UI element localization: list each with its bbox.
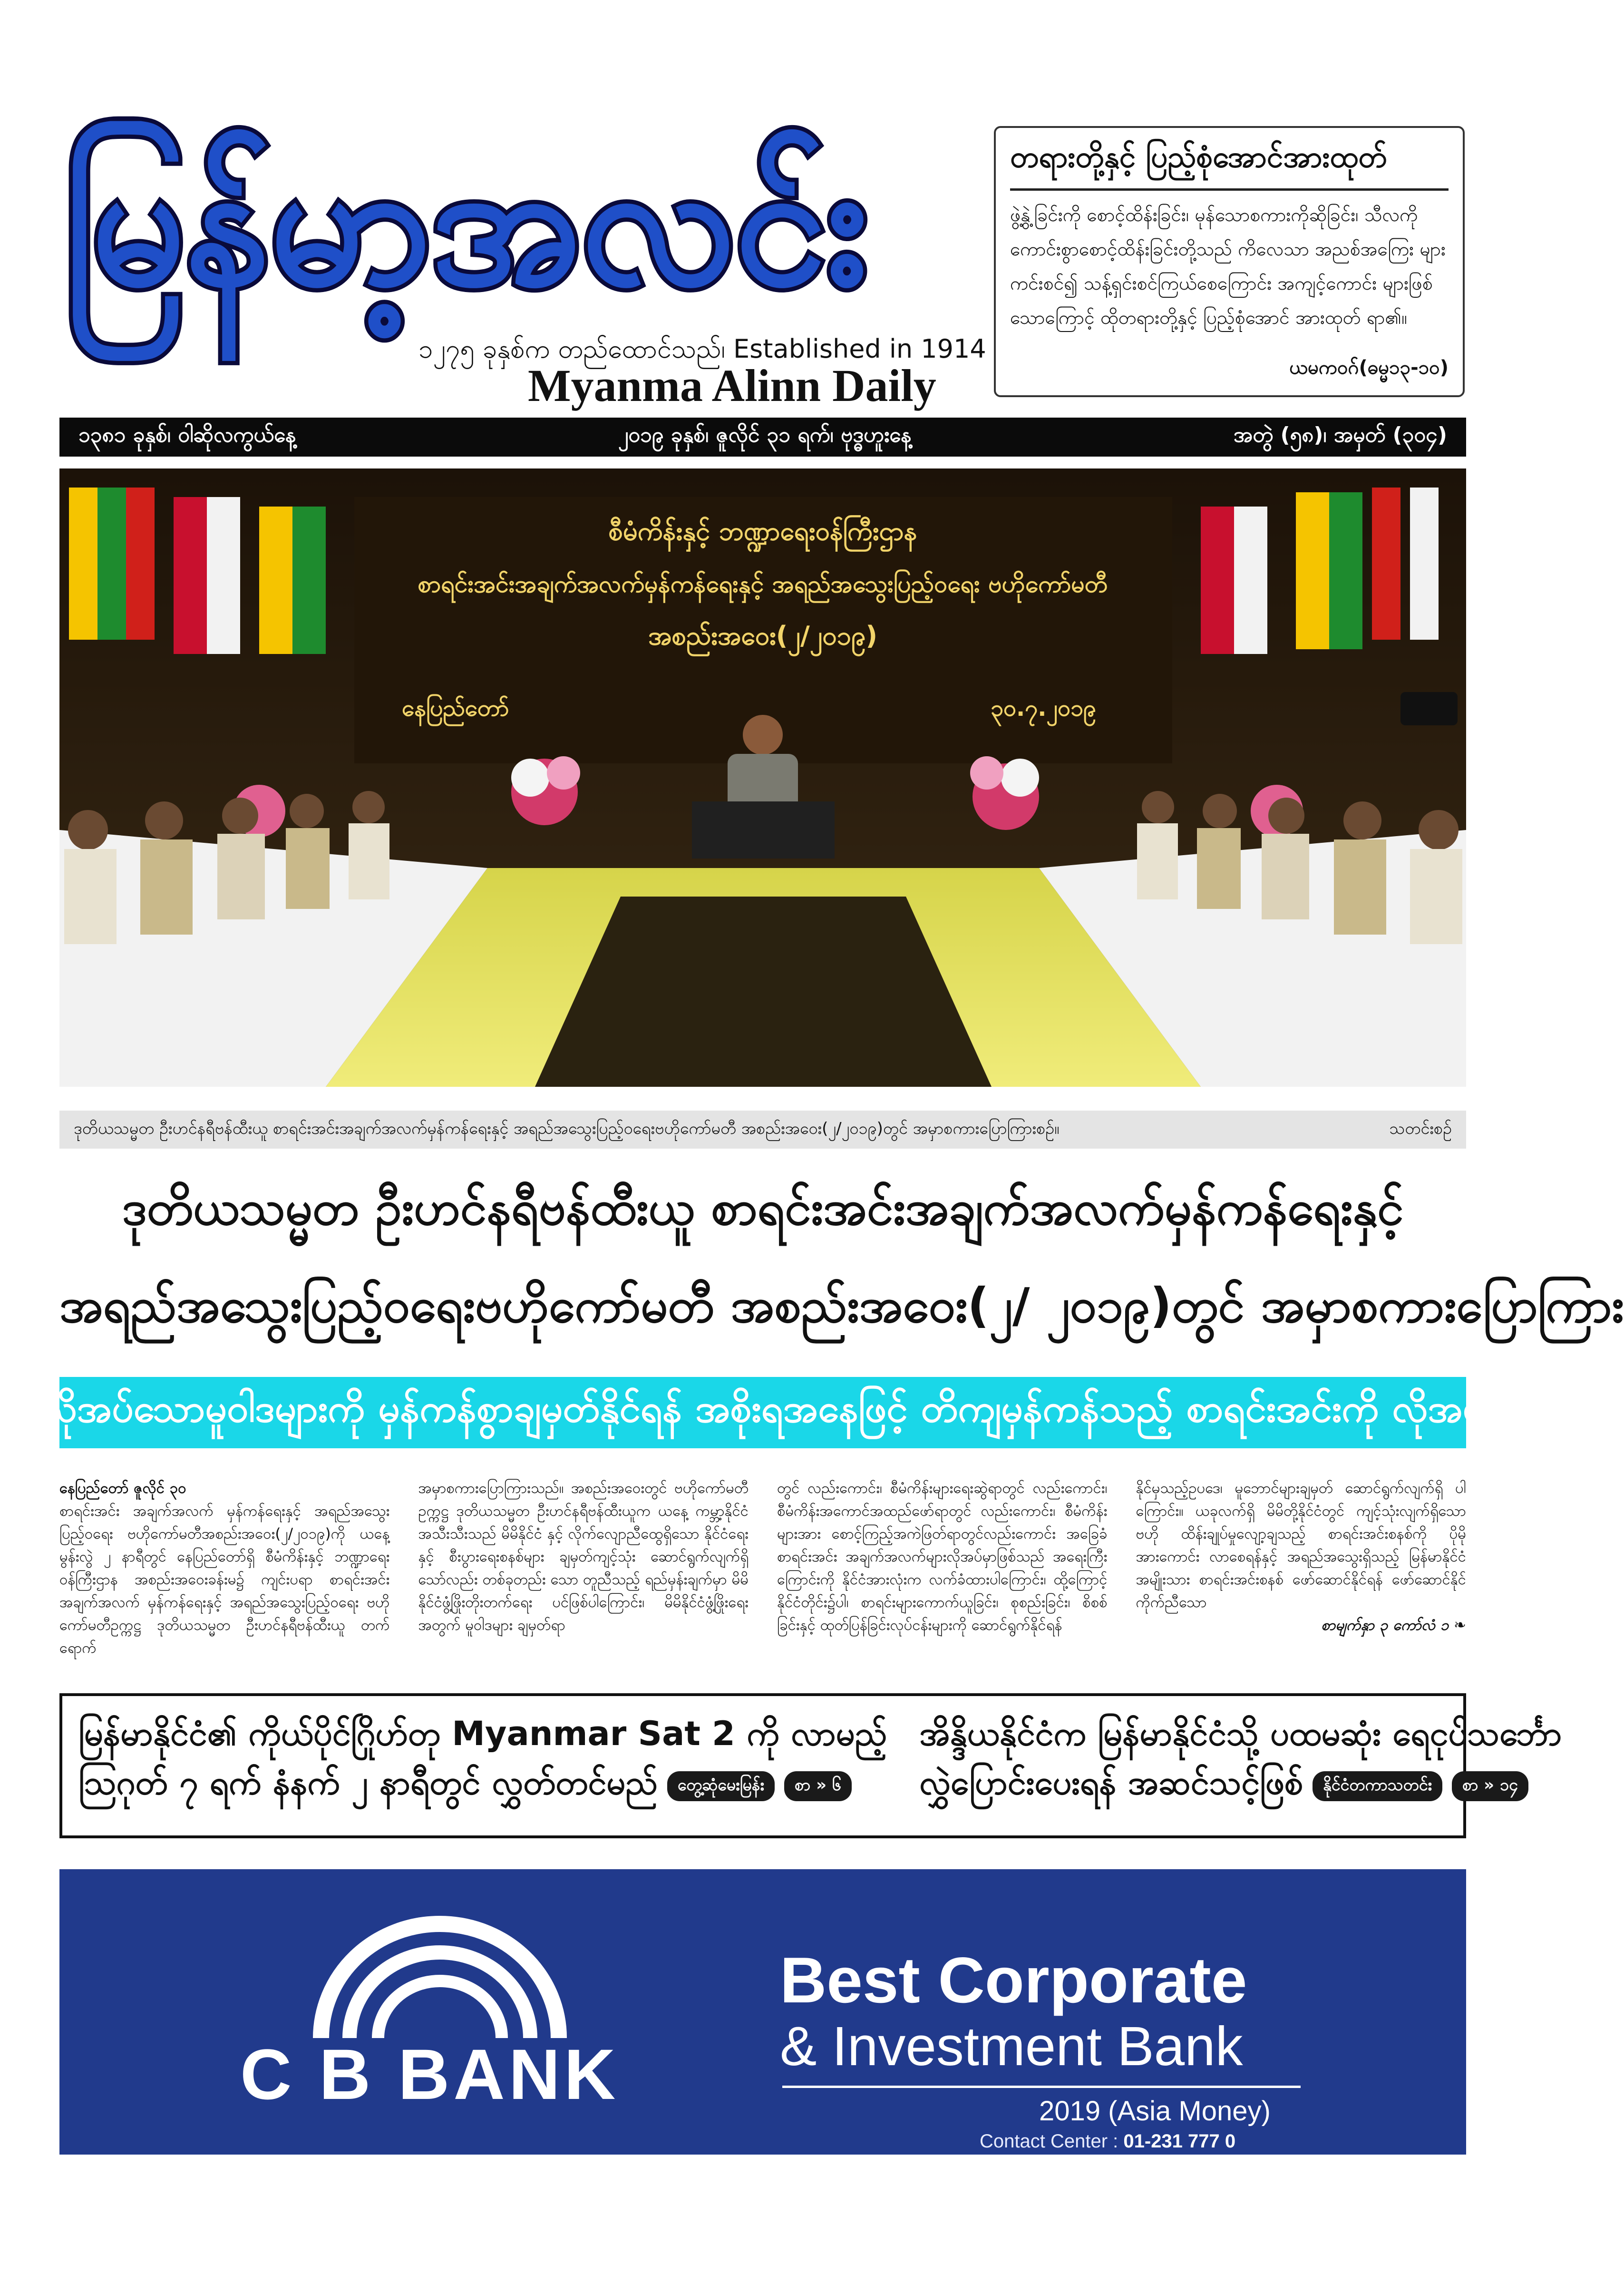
teaser-headline-line-1: မြန်မာနိုင်ငံ၏ ကိုယ်ပိုင်ဂြိုဟ်တု Myanmar Sat 2 ကို လာမည့် (78, 1714, 887, 1753)
photo-credit: သတင်းစဉ် (1389, 1119, 1452, 1138)
article-col3-text: တွင် လည်းကောင်း၊ စီမံကိန်းများရေးဆွဲရာတွင် လည်းကောင်း၊ စီမံကိန်းအကောင်အထည်ဖော်ရာတွင် လည်းကောင်း၊ စီမံကိန်း များအား စောင့်ကြည့်အကဲဖြတ်ရာတွင်လည်းကောင်း အခြေခံ စာရင်းအင်း အချက်အလက်များလိုအပ်မှာဖြစ်သည် အရေးကြီး ကြောင်းကို နိုင်ငံအားလုံးက လက်ခံထားပါကြောင်း၊ ထို့ကြောင့် နိုင်ငံတိုင်း၌ပါ၊ စာရင်းများကောက်ယူခြင်း၊ စုစည်းခြင်း၊ စိစစ် ခြင်းနှင့် ထုတ်ပြန်ခြင်းလုပ်ငန်းများကို ဆောင်ရွက်နိုင်ရန် (777, 1480, 1108, 1634)
date-bar (59, 418, 1466, 457)
article-col2-text: အမှာစကားပြောကြားသည်။ အစည်းအဝေးတွင် ဗဟိုကော်မတီဥက္ကဋ္ဌ ဒုတိယသမ္မတ ဦးဟင်နရီဗန်ထီးယူက ယနေ့ ကမ္ဘာ့နိုင်ငံအသီးသီးသည် မိမိနိုင်ငံ နှင့် လိုက်လျောညီထွေရှိသော နိုင်ငံရေးနှင့် စီးပွားရေးစနစ်များ ချမှတ်ကျင့်သုံး ဆောင်ရွက်လျက်ရှိသော်လည်း တစ်ခုတည်း သော တူညီသည့် ရည်မှန်းချက်မှာ မိမိနိုင်ငံဖွံ့ဖြိုးတိုးတက်ရေး ပင်ဖြစ်ပါကြောင်း၊ မိမိနိုင်ငံဖွံ့ဖြိုးရေးအတွက် မူဝါဒများ ချမှတ်ရာ (418, 1480, 749, 1634)
teaser-page-badge: စာ » ၆ (784, 1771, 852, 1801)
english-name: Myanma Alinn Daily (528, 360, 936, 411)
flags-left (69, 488, 326, 654)
photo-caption-bar (59, 1111, 1466, 1149)
ad-title-line-1: Best Corporate (780, 1944, 1247, 2016)
gregorian-date: ၂၀၁၉ ခုနှစ်၊ ဇူလိုင် ၃၁ ရက်၊ ဗုဒ္ဓဟူးနေ့ (618, 423, 912, 447)
photo-caption: ဒုတိယသမ္မတ ဦးဟင်နရီဗန်ထီးယူ စာရင်းအင်းအချက်အလက်မှန်ကန်ရေးနှင့် အရည်အသွေးပြည့်ဝရေးဗဟိုကော်မတီ အစည်းအဝေး(၂/၂၀၁၉)တွင် အမှာစကားပြောကြားစဉ်။ (74, 1119, 1060, 1138)
established-line: ၁၂၇၅ ခုနှစ်က တည်ထောင်သည်၊ Established in 1914 (418, 334, 986, 364)
masthead-title: မြန်မာ့အလင်း (64, 124, 904, 323)
banner-date: ၃၀.၇.၂၀၁၉ (990, 695, 1096, 722)
masthead-logo (59, 124, 904, 331)
banner-line-1: စီမံကိန်းနှင့် ဘဏ္ဍာရေးဝန်ကြီးဌာန (608, 516, 917, 546)
banner-place: နေပြည်တော် (402, 695, 509, 722)
article-column-2 (418, 1477, 749, 1686)
article-col1-text: စာရင်းအင်း အချက်အလက် မှန်ကန်ရေးနှင့် အရည်အသွေး ပြည့်ဝရေး ဗဟိုကော်မတီအစည်းအဝေး(၂/၂၀၁၉)ကို ယနေ့ မွန်းလွဲ ၂ နာရီတွင် နေပြည်တော်ရှိ စီမံကိန်းနှင့် ဘဏ္ဍာရေး ဝန်ကြီးဌာန အစည်းအဝေးခန်းမ၌ ကျင်းပရာ စာရင်းအင်း အချက်အလက် မှန်ကန်ရေးနှင့် အရည်အသွေးပြည့်ဝရေး ဗဟို ကော်မတီဥက္ကဋ္ဌ ဒုတိယသမ္မတ ဦးဟင်နရီဗန်ထီးယူ တက်ရောက် (59, 1502, 390, 1657)
teaser-box (59, 1693, 1562, 1838)
cb-bank-logo-arc-icon (307, 1914, 573, 2043)
banner-line-3: အစည်းအဝေး(၂/၂၀၁၉) (648, 621, 878, 651)
ad-title-line-2: & Investment Bank (780, 2015, 1243, 2077)
proverb-text: ဖွဲ့နွဲ့ခြင်းကို စောင့်ထိန်းခြင်း၊ မုန်သောစကားကိုဆိုခြင်း၊ သီလကို ကောင်းစွာစောင့်ထိန်းခြင်းတို့သည် ကိလေသာ အညစ်အကြေး များ ကင်းစင်၍ သန့်ရှင်းစင်ကြယ်စေကြောင်း အကျင့်ကောင်း များဖြစ်သောကြောင့် ထိုတရားတို့နှင့် ပြည့်စုံအောင် အားထုတ် ရာ၏။ (1010, 205, 1446, 329)
teaser-headline-line-2: လွှဲပြောင်းပေးရန် အဆင်သင့်ဖြစ် (919, 1763, 1303, 1802)
ad-divider (782, 2086, 1301, 2088)
headline-line-2: အရည်အသွေးပြည့်ဝရေးဗဟိုကော်မတီ အစည်းအဝေး(၂/ ၂၀၁၉)တွင် အမှာစကားပြောကြား (59, 1278, 1624, 1333)
main-photo (59, 468, 1466, 1087)
ad-award: 2019 (Asia Money) (1039, 2096, 1271, 2127)
proverb-source: ယမကဝဂ်(ဓမ္မ၁၃-၁၀) (1289, 357, 1449, 379)
teaser-submarine[interactable] (903, 1696, 1578, 1835)
article-col4-text: နိုင်မှသည့်ဥပဒေ၊ မူဘောင်များချမှတ် ဆောင်ရွက်လျက်ရှိ ပါကြောင်း။ ယခုလက်ရှိ မိမိတို့နိုင်ငံတွင် ကျင့်သုံးလျက်ရှိသော ဗဟို ထိန်းချုပ်မှုလျော့ချသည့် စာရင်းအင်းစနစ်ကို ပိုမိုအားကောင်း လာစေရန်နှင့် အရည်အသွေးရှိသည့် မြန်မာနိုင်ငံအမျိုးသား စာရင်းအင်းစနစ် ဖော်ဆောင်နိုင်ရန် ဖော်ဆောင်နိုင်ကိုက်ညီသော (1136, 1480, 1466, 1611)
subheadline: လိုအပ်သောမူဝါဒများကို မှန်ကန်စွာချမှတ်နိုင်ရန် အစိုးရအနေဖြင့် တိကျမှန်ကန်သည့် စာရင်းအင်းကို လိုအပ် (41, 1386, 1485, 1431)
article-column-4 (1136, 1477, 1467, 1686)
ad-contact-number: 01-231 777 0 (1123, 2131, 1236, 2152)
proverb-title: တရားတို့နှင့် ပြည့်စုံအောင်အားထုတ် (1010, 138, 1449, 191)
ad-contact-label: Contact Center : (980, 2131, 1124, 2152)
teaser-page-badge: စာ » ၁၄ (1452, 1771, 1528, 1801)
teaser-headline-line-1: အိန္ဒိယနိုင်ငံက မြန်မာနိုင်ငံသို့ ပထမဆုံး ရေငုပ်သင်္ဘော (919, 1714, 1562, 1753)
cb-bank-advertisement[interactable] (59, 1869, 1466, 2155)
myanmar-date: ၁၃၈၁ ခုနှစ်၊ ဝါဆိုလကွယ်နေ့ (78, 423, 296, 447)
ad-bank-name: C B BANK (240, 2034, 620, 2114)
issue-number: အတွဲ (၅၈)၊ အမှတ် (၃၀၄) (1233, 423, 1447, 447)
article-body (59, 1477, 1466, 1686)
article-column-3 (777, 1477, 1108, 1686)
subheadline-bar (41, 1377, 1485, 1448)
banner-line-2: စာရင်းအင်းအချက်အလက်မှန်ကန်ရေးနှင့် အရည်အသွေးပြည့်ဝရေး ဗဟိုကော်မတီ (418, 570, 1108, 598)
teaser-section-badge: နိုင်ငံတကာသတင်း (1313, 1771, 1442, 1801)
teaser-section-badge: တွေ့ဆုံမေးမြန်း (667, 1771, 775, 1801)
proverb-box (994, 126, 1465, 397)
teaser-headline-line-2: ဩဂုတ် ၇ ရက် နံနက် ၂ နာရီတွင် လွှတ်တင်မည် (78, 1763, 658, 1802)
article-column-1 (59, 1477, 390, 1686)
continued-link[interactable]: စာမျက်နှာ ၃ ကော်လံ ၁ ❧ (1321, 1617, 1466, 1634)
camera (1400, 692, 1458, 725)
ad-contact (980, 2131, 1235, 2152)
headline-line-1: ဒုတိယသမ္မတ ဦးဟင်နရီဗန်ထီးယူ စာရင်းအင်းအချက်အလက်မှန်ကန်ရေးနှင့် (122, 1180, 1404, 1236)
teaser-satellite[interactable] (62, 1696, 903, 1835)
article-dateline: နေပြည်တော် ဇူလိုင် ၃၀ (59, 1480, 186, 1497)
